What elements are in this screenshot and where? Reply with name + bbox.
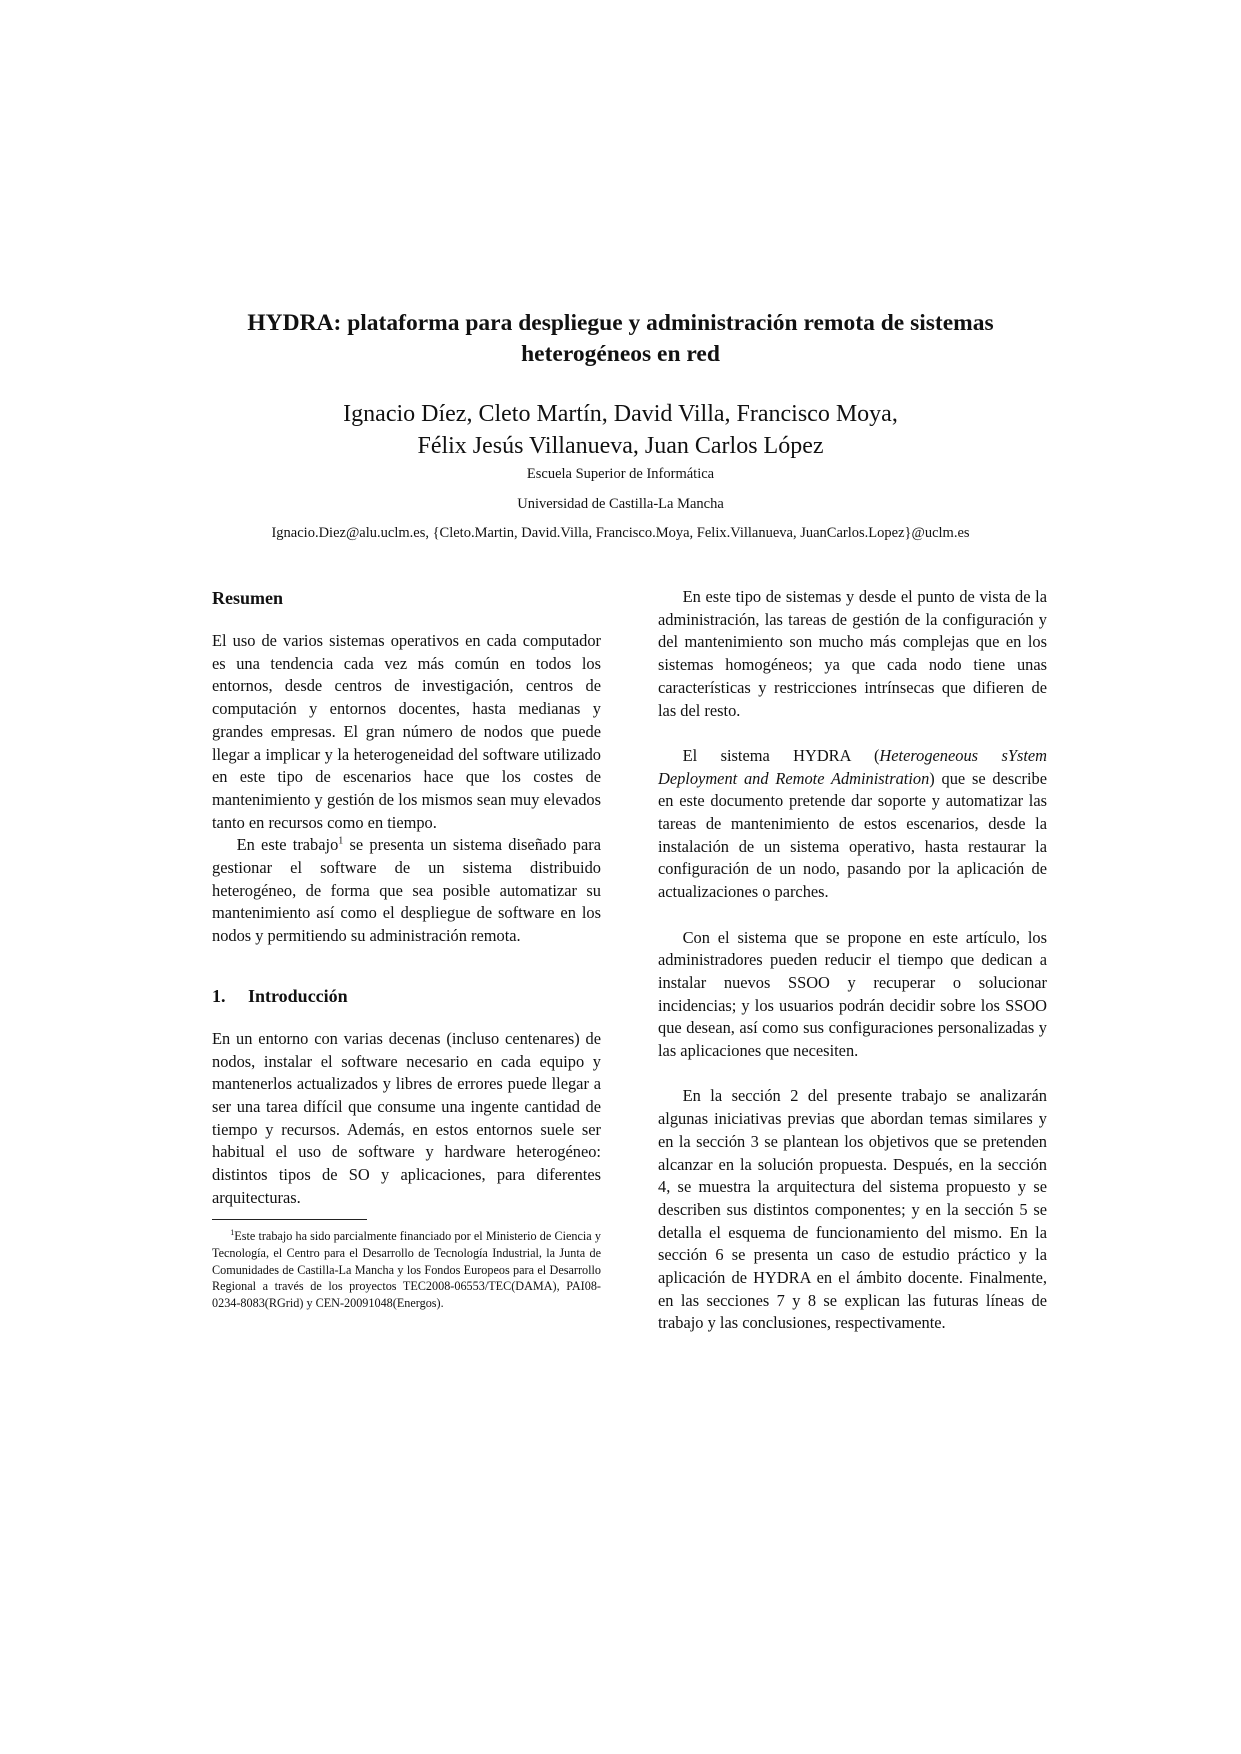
right-paragraph-2 xyxy=(658,745,1047,904)
section-number: 1. xyxy=(212,985,226,1006)
right-paragraph-4: En la sección 2 del presente trabajo se analizarán algunas iniciativas previas que abordan temas similares y en la sección 3 se plantean los objetivos que se pretenden alcanzar en la solución propuesta. Después, en la sección 4, se muestra la arquitectura del sistema propuesto y se describen sus distintos componentes; y en la sección 5 se detalla el esquema de funcionamiento del mismo. En la sección 6 se presenta un caso de estudio práctico y la aplicación de HYDRA en el ámbito docente. Finalmente, en las secciones 7 y 8 se explican las futuras líneas de trabajo y las conclusiones, respectivamente. xyxy=(658,1086,1047,1333)
affiliation-school: Escuela Superior de Informática xyxy=(526,466,715,482)
right-paragraph-2-start: El sistema HYDRA ( xyxy=(682,745,880,765)
abstract-paragraph-1: El uso de varios sistemas operativos en cada computador es una tendencia cada vez más común en todos los entornos, desde centros de investigación, centros de computación y entornos docentes, hasta medianas y grandes empresas. El gran número de nodos que puede llegar a implicar y la heterogeneidad del software utilizado en este tipo de escenarios hace que los costes de mantenimiento y gestión de los mismos sean muy elevados tanto en recursos como en tiempo. xyxy=(212,631,601,832)
footnote-text: Este trabajo ha sido parcialmente financiado por el Ministerio de Ciencia y Tecnología, el Centro para el Desarrollo de Tecnología Industrial, la Junta de Comunidades de Castilla-La Mancha y los Fondos Europeos para el Desarrollo Regional a través de los proyectos TEC2008-06553/TEC(DAMA), PAI08-0234-8083(RGrid) y CEN-20091048(Energos). xyxy=(212,1229,601,1310)
abstract-paragraph-2 xyxy=(212,834,601,948)
hydra-acronym-expansion: Heterogeneous sYstem Deployment and Remote Administration xyxy=(658,745,1047,788)
footnote-divider xyxy=(212,1219,367,1220)
abstract-heading: Resumen xyxy=(212,588,283,608)
introduction-heading xyxy=(212,984,601,1008)
right-paragraph-3: Con el sistema que se propone en este artículo, los administradores pueden reducir el tiempo que dedican a instalar nuevos SSOO y recuperar o solucionar incidencias; y los usuarios podrán decidir sobre los SSOO que desean, así como sus configuraciones personalizadas y las aplicaciones que necesiten. xyxy=(658,927,1047,1061)
author-list xyxy=(150,398,1091,462)
section-title: Introducción xyxy=(248,985,348,1006)
abstract-paragraph-2-start: En este trabajo xyxy=(236,835,339,855)
title-line-1: HYDRA: plataforma para despliegue y administración remota de sistemas xyxy=(247,310,994,336)
footnote-mark: 1 xyxy=(230,1228,235,1238)
footnote-reference: 1 xyxy=(338,835,344,847)
authors-line-2: Félix Jesús Villanueva, Juan Carlos López xyxy=(417,433,824,459)
introduction-paragraph-1: En un entorno con varias decenas (incluso centenares) de nodos, instalar el software necesario en cada equipo y mantenerlos actualizados y libres de errores puede llegar a ser una tarea difícil que consume una ingente cantidad de tiempo y recursos. Además, en estos entornos suele ser habitual el uso de software y hardware heterogéneo: distintos tipos de SO y aplicaciones, para diferentes arquitecturas. xyxy=(212,1028,601,1207)
paper-title xyxy=(150,308,1091,370)
title-line-2: heterogéneos en red xyxy=(521,341,720,367)
authors-line-1: Ignacio Díez, Cleto Martín, David Villa, Francisco Moya, xyxy=(343,401,898,427)
right-paragraph-1: En este tipo de sistemas y desde el punto de vista de la administración, las tareas de gestión de la configuración y del mantenimiento son mucho más complejas que en los sistemas homogéneos; ya que cada nodo tiene unas características y restricciones intrínsecas que difieren de las del resto. xyxy=(658,587,1047,720)
right-column xyxy=(658,586,1047,1335)
abstract-paragraph-2-end: se presenta un sistema diseñado para gestionar el software de un sistema distribuido heterogéneo, de forma que sea posible automatizar su mantenimiento así como el despliegue de software en los nodos y permitiendo su administración remota. xyxy=(212,835,601,946)
author-emails: Ignacio.Diez@alu.uclm.es, {Cleto.Martin, David.Villa, Francisco.Moya, Felix.Villanueva, JuanCarlos.Lopez}@uclm.es xyxy=(271,525,970,541)
left-column xyxy=(212,586,601,1311)
affiliation-university: Universidad de Castilla-La Mancha xyxy=(517,496,724,512)
footnote xyxy=(212,1228,601,1311)
right-paragraph-2-end: ) que se describe en este documento pretende dar soporte y automatizar las tareas de mantenimiento de estos escenarios, desde la instalación de un sistema operativo, hasta restaurar la configuración de un nodo, pasando por la aplicación de actualizaciones o parches. xyxy=(658,768,1047,902)
